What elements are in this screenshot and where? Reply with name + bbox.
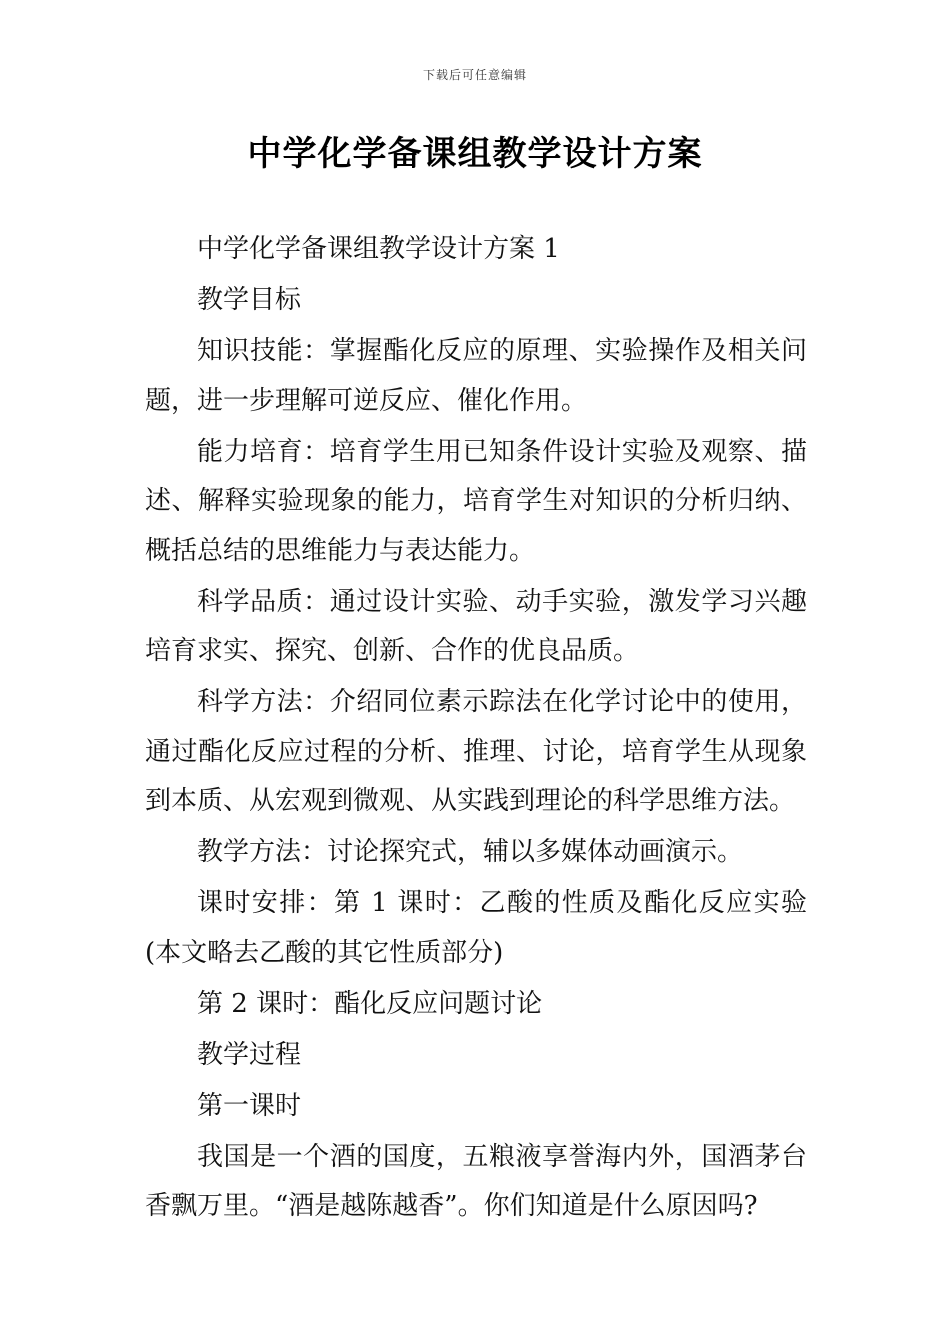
- heading-teaching-goals: 教学目标: [197, 285, 302, 315]
- paragraph-scientific-quality: 科学品质：通过设计实验、动手实验，激发学习兴趣培育求实、探究、创新、合作的优良品质。: [145, 586, 807, 666]
- paragraph-class-schedule: 课时安排：第 1 课时：乙酸的性质及酯化反应实验(本文略去乙酸的其它性质部分): [145, 888, 807, 968]
- document-title: 中学化学备课组教学设计方案: [247, 134, 703, 174]
- document-body: [145, 225, 807, 1233]
- paragraph-knowledge-skills: 知识技能：掌握酯化反应的原理、实验操作及相关问题，进一步理解可逆反应、催化作用。: [145, 336, 807, 416]
- section-heading-plan-1: 中学化学备课组教学设计方案 1: [197, 234, 560, 264]
- paragraph-ability-training: 能力培育：培育学生用已知条件设计实验及观察、描述、解释实验现象的能力，培育学生对知识的分析归纳、概括总结的思维能力与表达能力。: [145, 436, 807, 566]
- heading-teaching-process: 教学过程: [197, 1039, 302, 1070]
- paragraph-second-lesson: 第 2 课时：酯化反应问题讨论: [197, 988, 543, 1019]
- page-header-note: 下载后可任意编辑: [422, 68, 527, 82]
- heading-first-lesson: 第一课时: [197, 1090, 302, 1121]
- paragraph-teaching-method: 教学方法：讨论探究式，辅以多媒体动画演示。: [197, 837, 744, 867]
- paragraph-wine-intro: 我国是一个酒的国度，五粮液享誉海内外，国酒茅台香飘万里。“酒是越陈越香”。你们知道是什么原因吗?: [145, 1141, 807, 1221]
- paragraph-scientific-method: 科学方法：介绍同位素示踪法在化学讨论中的使用，通过酯化反应过程的分析、推理、讨论，培育学生从现象到本质、从宏观到微观、从实践到理论的科学思维方法。: [145, 687, 807, 816]
